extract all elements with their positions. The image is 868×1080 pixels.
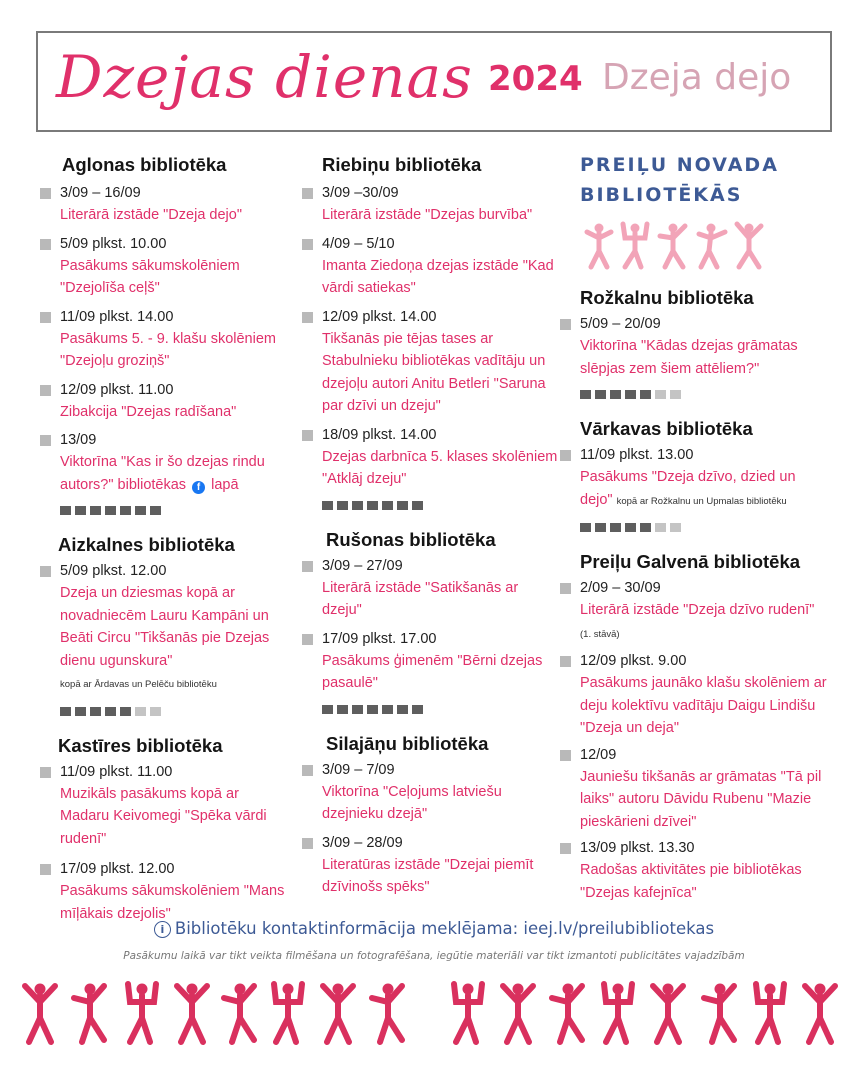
event-item — [560, 577, 830, 646]
event-item — [40, 233, 290, 300]
library-title-rusonas: Rušonas bibliotēka — [326, 528, 496, 550]
event-date: 5/09 plkst. 12.00 — [60, 563, 167, 579]
event-text: Pasākums 5. - 9. klašu skolēniem "Dzejoļu groziņš" — [60, 330, 276, 369]
bullet-icon — [302, 838, 313, 849]
event-item — [40, 429, 290, 496]
event-date: 5/09 plkst. 10.00 — [60, 235, 167, 252]
contact-info-text[interactable]: Bibliotēku kontaktinformācija meklējama: ieej.lv/preilubibliotekas — [174, 919, 715, 938]
event-date: 3/09 – 28/09 — [322, 834, 403, 851]
event-item — [302, 233, 560, 300]
event-item — [560, 313, 830, 380]
filming-disclaimer: Pasākumu laikā var tikt veikta filmēšana un fotografēšana, iegūtie materiāli var tikt izmantoti publicitātes vajadzībām — [123, 950, 745, 962]
event-text: Tikšanās pie tējas tases ar Stabulnieku bibliotēkas vadītāju un dzejoļu autori Anitu Betleri "Saruna par dzīvi un dzeju" — [322, 330, 546, 414]
event-date: 12/09 plkst. 14.00 — [322, 308, 437, 325]
bullet-icon — [560, 750, 571, 761]
event-date: 3/09 – 7/09 — [322, 761, 395, 778]
separator-dots — [580, 523, 830, 533]
event-item — [560, 744, 830, 834]
bullet-icon — [302, 430, 313, 441]
event-date: 17/09 plkst. 17.00 — [322, 630, 437, 647]
bullet-icon — [302, 634, 313, 645]
bullet-icon — [302, 188, 313, 199]
event-item — [302, 306, 560, 418]
event-item — [40, 379, 290, 424]
bullet-icon — [560, 583, 571, 594]
festival-subtitle: Dzeja dejo — [602, 57, 792, 98]
event-item — [302, 555, 560, 622]
library-title-aglonas: Aglonas bibliotēka — [62, 154, 227, 175]
event-date: 12/09 plkst. 11.00 — [60, 381, 174, 398]
event-text: Literatūras izstāde "Dzejai piemīt dzīvinošs spēks" — [322, 856, 534, 895]
facebook-icon[interactable]: f — [192, 481, 205, 494]
event-item — [302, 628, 560, 695]
separator-dots — [322, 705, 560, 715]
event-item — [560, 444, 830, 513]
bullet-icon — [560, 450, 571, 461]
library-title-rozkalnu: Rožkalnu bibliotēka — [580, 287, 754, 308]
event-date: 11/09 plkst. 14.00 — [60, 308, 174, 325]
library-title-riebinu: Riebiņu bibliotēka — [322, 154, 482, 175]
event-date: 2/09 – 30/09 — [580, 580, 661, 596]
event-text: Zibakcija "Dzejas radīšana" — [60, 403, 237, 420]
event-text: Muzikāls pasākums kopā ar Madaru Keivomegi "Spēka vārdi rudenī" — [60, 785, 267, 847]
event-note: (1. stāvā) — [580, 628, 620, 640]
bullet-icon — [302, 239, 313, 250]
header-banner — [36, 31, 832, 132]
separator-dots — [580, 390, 830, 400]
bullet-icon — [560, 843, 571, 854]
event-date: 13/09 plkst. 13.30 — [580, 840, 695, 856]
event-text: Radošas aktivitātes pie bibliotēkas "Dzejas kafejnīca" — [580, 862, 802, 901]
event-item — [560, 650, 830, 740]
event-item — [302, 832, 560, 899]
dancing-figures-red — [20, 980, 848, 1050]
bullet-icon — [40, 566, 51, 577]
event-text: Literārā izstāde "Dzeja dejo" — [60, 207, 242, 223]
bullet-icon — [40, 767, 51, 778]
event-date: 17/09 plkst. 12.00 — [60, 861, 175, 877]
event-date: 11/09 plkst. 13.00 — [580, 447, 694, 463]
event-text: Pasākums jaunāko klašu skolēniem ar deju kolektīvu vadītāju Daigu Lindišu "Dzeja un deja" — [580, 675, 827, 736]
event-item — [40, 182, 290, 227]
event-date: 18/09 plkst. 14.00 — [322, 426, 437, 443]
bullet-icon — [40, 239, 51, 250]
library-title-preilu-galvena: Preiļu Galvenā bibliotēka — [580, 551, 801, 572]
event-item — [302, 182, 560, 227]
library-title-varkavas: Vārkavas bibliotēka — [580, 418, 753, 439]
county-libraries-title: PREIĻU NOVADA BIBLIOTĒKĀS — [580, 154, 779, 206]
event-text: Viktorīna "Kādas dzejas grāmatas slēpjas zem šiem attēliem?" — [580, 338, 798, 377]
event-text: Pasākums sākumskolēniem "Mans mīļākais dzejolis" — [60, 883, 285, 922]
event-text: Pasākums "Dzeja dzīvo, dzied un dejo" kopā ar Rožkalnu un Upmalas bibliotēku — [580, 469, 796, 508]
event-item — [40, 560, 290, 697]
event-text: Literārā izstāde "Dzeja dzīvo rudenī" (1. stāvā) — [580, 602, 815, 640]
column-middle — [302, 150, 560, 899]
bullet-icon — [40, 864, 51, 875]
separator-dots — [60, 707, 290, 717]
column-left — [40, 150, 290, 925]
festival-title: Dzejas dienas — [56, 43, 473, 111]
event-date: 4/09 – 5/10 — [322, 235, 395, 252]
info-icon: i — [154, 921, 171, 938]
event-item — [302, 424, 560, 491]
event-date: 12/09 plkst. 9.00 — [580, 653, 687, 669]
column-right — [560, 283, 830, 904]
event-item — [40, 858, 290, 925]
event-text: Dzejas darbnīca 5. klases skolēniem "Atklāj dzeju" — [322, 448, 558, 487]
event-date: 3/09 – 27/09 — [322, 557, 403, 574]
bullet-icon — [40, 435, 51, 446]
event-note: kopā ar Rožkalnu un Upmalas bibliotēku — [616, 495, 787, 507]
contact-info — [0, 919, 868, 938]
event-text: Literārā izstāde "Satikšanās ar dzeju" — [322, 579, 519, 618]
event-text-tail: lapā — [211, 476, 239, 493]
dancing-figures-pink — [583, 220, 768, 270]
event-text: Jauniešu tikšanās ar grāmatas "Tā pil laiks" autoru Dāvidu Rubenu "Mazie pieskārieni dzīvei" — [580, 768, 822, 830]
event-note: kopā ar Ārdavas un Pelēču bibliotēku — [60, 679, 217, 690]
bullet-icon — [302, 312, 313, 323]
library-title-aizkalnes: Aizkalnes bibliotēka — [58, 534, 235, 555]
library-title-silajanu: Silajāņu bibliotēka — [326, 732, 489, 754]
event-date: 11/09 plkst. 11.00 — [60, 763, 173, 780]
event-item — [302, 759, 560, 826]
separator-dots — [60, 506, 290, 516]
bullet-icon — [40, 188, 51, 199]
bullet-icon — [560, 656, 571, 667]
event-date: 12/09 — [580, 746, 617, 763]
event-date: 13/09 — [60, 432, 97, 448]
event-date: 3/09 –30/09 — [322, 185, 399, 201]
event-text: Pasākums sākumskolēniem "Dzejolīša ceļš" — [60, 257, 240, 296]
event-text: Viktorīna "Ceļojums latviešu dzejnieku dzejā" — [322, 783, 502, 822]
event-text: Pasākums ģimenēm "Bērni dzejas pasaulē" — [322, 652, 543, 691]
festival-year: 2024 — [488, 59, 583, 99]
event-item — [560, 837, 830, 904]
bullet-icon — [40, 312, 51, 323]
bullet-icon — [302, 561, 313, 572]
event-text-main: Viktorīna "Kas ir šo dzejas rindu autors?" bibliotēkas — [60, 454, 265, 493]
event-text: Imanta Ziedoņa dzejas izstāde "Kad vārdi satiekas" — [322, 257, 554, 296]
bullet-icon — [302, 765, 313, 776]
separator-dots — [322, 501, 560, 511]
event-date: 3/09 – 16/09 — [60, 185, 141, 201]
event-date: 5/09 – 20/09 — [580, 316, 661, 332]
bullet-icon — [40, 385, 51, 396]
event-item — [40, 306, 290, 373]
event-text: Dzeja un dziesmas kopā ar novadniecēm Lauru Kampāni un Beāti Circu "Tikšanās pie Dzejas dienu ugunskura" kopā ar Ārdavas un Pelēču bibliotēku — [60, 585, 270, 690]
library-title-kastires: Kastīres bibliotēka — [58, 734, 223, 756]
bullet-icon — [560, 319, 571, 330]
event-text: Literārā izstāde "Dzejas burvība" — [322, 207, 533, 223]
event-item — [40, 761, 290, 851]
event-text — [60, 451, 290, 496]
